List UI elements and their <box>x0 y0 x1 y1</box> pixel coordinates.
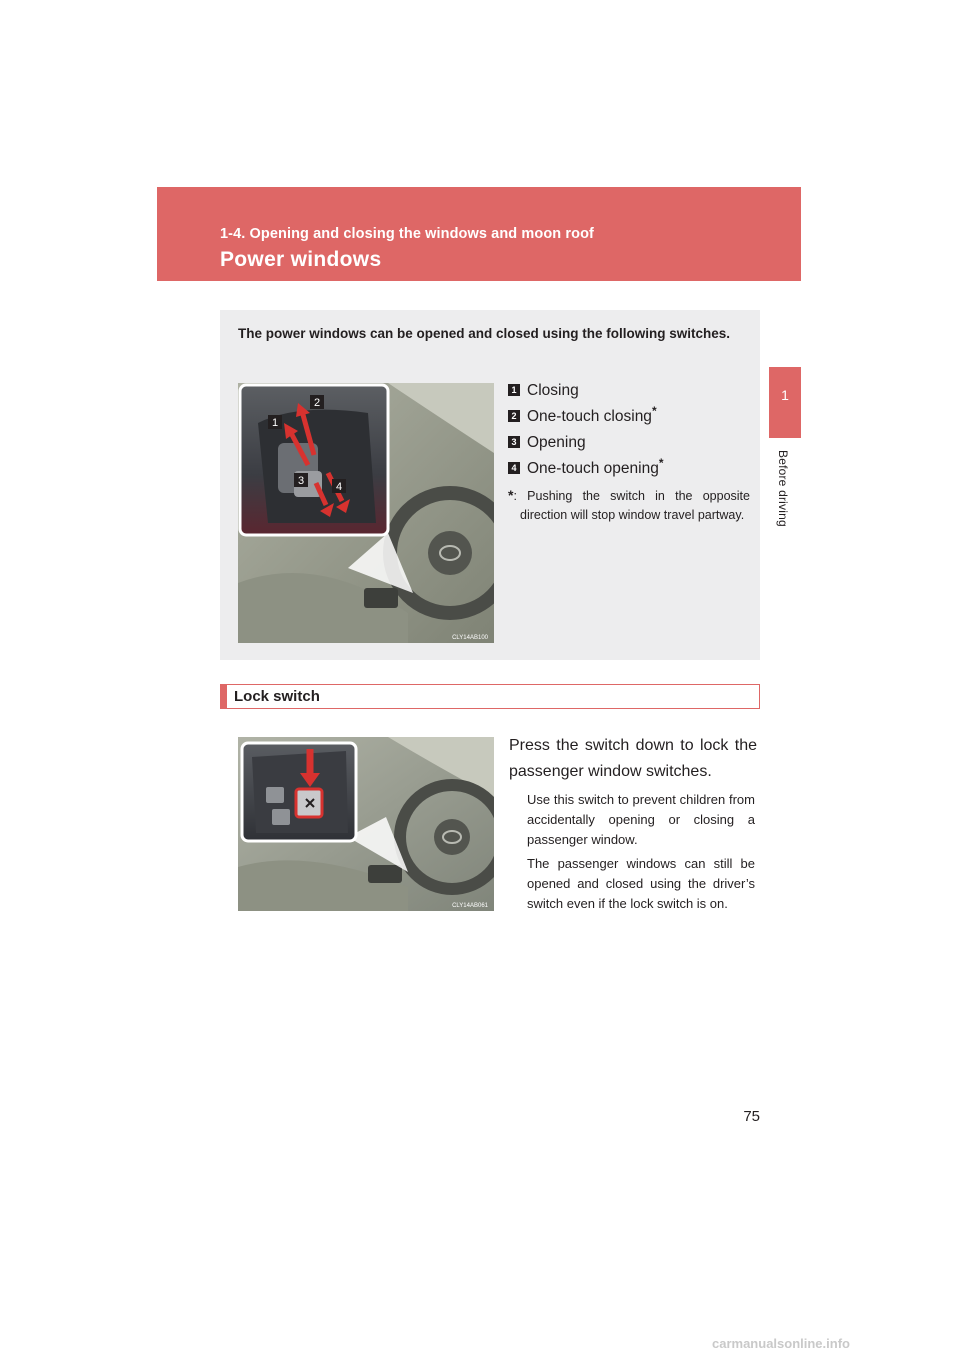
chapter-label: Before driving <box>776 450 790 527</box>
page-title: Power windows <box>220 248 382 271</box>
lock-switch-heading-text: Lock switch <box>234 688 320 705</box>
lock-switch-illustration <box>238 737 494 911</box>
legend-label: Closing <box>527 382 579 400</box>
lock-switch-instruction: Press the switch down to lock the passenger window switches. <box>509 737 757 780</box>
legend-label: One-touch closing* <box>527 404 657 426</box>
legend-label: One-touch opening* <box>527 456 664 478</box>
legend-number: 2 <box>508 410 520 422</box>
watermark[interactable]: carmanualsonline.info <box>712 1336 850 1351</box>
chapter-tab-number: 1 <box>781 387 789 403</box>
page-number: 75 <box>743 1108 760 1125</box>
lock-switch-heading <box>220 684 760 709</box>
legend-number: 1 <box>508 384 520 396</box>
legend-item <box>508 404 748 430</box>
legend-item <box>508 456 748 482</box>
heading-accent-bar <box>220 684 227 709</box>
svg-text:2: 2 <box>313 397 321 409</box>
intro-text: The power windows can be opened and closed using the following switches. <box>238 326 731 341</box>
legend-number: 4 <box>508 462 520 474</box>
svg-text:3: 3 <box>297 475 305 487</box>
svg-text:1: 1 <box>271 417 279 429</box>
image-code: CLY14AB061 <box>452 903 488 909</box>
footnote: *: Pushing the switch in the opposite direction will stop window travel partway. <box>508 487 750 522</box>
power-window-switch-illustration <box>238 383 494 643</box>
legend-label: Opening <box>527 434 586 452</box>
legend-number: 3 <box>508 436 520 448</box>
switch-legend <box>508 378 748 482</box>
chapter-tab[interactable] <box>769 367 801 438</box>
image-code: CLY14AB100 <box>452 635 488 641</box>
section-label: 1-4. Opening and closing the windows and moon roof <box>220 226 594 242</box>
legend-item <box>508 378 748 404</box>
lock-switch-note: The passenger windows can still be opened and closed using the driver’s switch even if the lock switch is on. <box>527 856 755 911</box>
lock-switch-note: Use this switch to prevent children from accidentally opening or closing a passenger window. <box>527 792 755 847</box>
svg-text:4: 4 <box>335 481 343 493</box>
legend-item <box>508 430 748 456</box>
